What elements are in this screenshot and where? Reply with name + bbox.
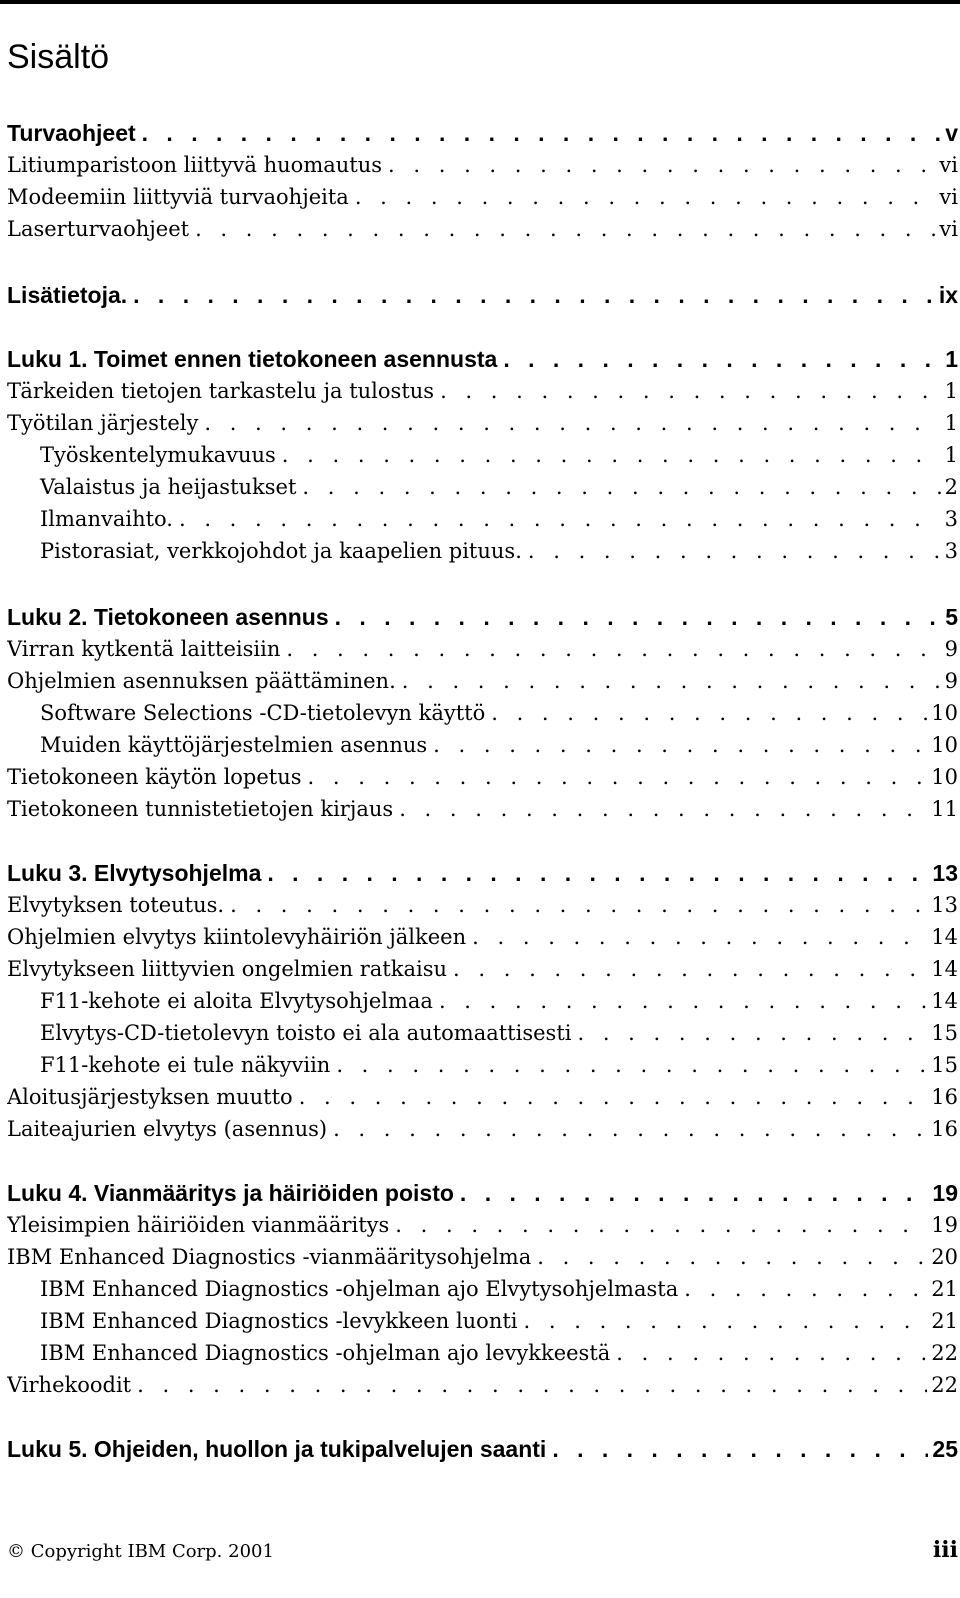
toc-subentry[interactable] bbox=[7, 1017, 958, 1049]
toc-page-number: 3 bbox=[944, 539, 958, 563]
leader-dots bbox=[299, 1081, 928, 1113]
leader-dots bbox=[336, 1049, 927, 1081]
toc-subentry[interactable] bbox=[7, 697, 958, 729]
leader-dots bbox=[204, 407, 940, 439]
toc-subentry[interactable] bbox=[7, 471, 958, 503]
toc-subentry[interactable] bbox=[7, 535, 958, 567]
toc-page-number: 1 bbox=[944, 411, 958, 435]
leader-dots bbox=[460, 1177, 928, 1209]
toc-page-number: 25 bbox=[932, 1436, 958, 1462]
toc-page-number: 2 bbox=[944, 475, 958, 499]
toc-section-info bbox=[7, 279, 958, 311]
toc-subentry[interactable] bbox=[7, 1273, 958, 1305]
toc-page-number: vi bbox=[939, 185, 958, 209]
toc-entry-label: Ohjelmien elvytys kiintolevyhäiriön jälkeen bbox=[7, 925, 467, 949]
toc-page-number: 13 bbox=[932, 860, 958, 886]
toc-page-number: 20 bbox=[931, 1245, 958, 1269]
leader-dots bbox=[395, 1209, 927, 1241]
toc-page-number: 3 bbox=[944, 507, 958, 531]
toc-entry[interactable] bbox=[7, 1241, 958, 1273]
toc-entry[interactable] bbox=[7, 633, 958, 665]
toc-chapter-title: Luku 3. Elvytysohjelma bbox=[7, 860, 262, 886]
leader-dots bbox=[684, 1273, 927, 1305]
toc-subentry[interactable] bbox=[7, 1337, 958, 1369]
toc-entry-label: Muiden käyttöjärjestelmien asennus bbox=[40, 733, 428, 757]
toc-entry[interactable] bbox=[7, 793, 958, 825]
toc-chapter-title: Luku 1. Toimet ennen tietokoneen asennusta bbox=[7, 346, 498, 372]
page-number: iii bbox=[932, 1537, 958, 1563]
toc-section-chapter-4 bbox=[7, 1177, 958, 1401]
toc-entry-label: Valaistus ja heijastukset bbox=[40, 475, 297, 499]
toc-page-number: 16 bbox=[931, 1085, 958, 1109]
page-title: Sisältö bbox=[7, 38, 110, 76]
toc-entry-label: Elvytykseen liittyvien ongelmien ratkaisu bbox=[7, 957, 448, 981]
toc-entry-label: Laiteajurien elvytys (asennus) bbox=[7, 1117, 328, 1141]
toc-section-chapter-1 bbox=[7, 343, 958, 567]
leader-dots bbox=[230, 889, 927, 921]
toc-page-number: 11 bbox=[931, 797, 958, 821]
leader-dots bbox=[308, 761, 928, 793]
toc-section-safety bbox=[7, 117, 958, 245]
leader-dots bbox=[179, 503, 941, 535]
leader-dots bbox=[399, 793, 927, 825]
toc-page-number: 1 bbox=[944, 379, 958, 403]
leader-dots bbox=[552, 1433, 928, 1465]
toc-entry-label: Ilmanvaihto. bbox=[40, 507, 173, 531]
toc-entry-label: Virhekoodit bbox=[7, 1373, 132, 1397]
toc-page-number: 1 bbox=[945, 346, 958, 372]
leader-dots bbox=[282, 439, 941, 471]
toc-entry[interactable] bbox=[7, 181, 958, 213]
toc-page-number: 13 bbox=[931, 893, 958, 917]
leader-dots bbox=[440, 375, 941, 407]
leader-dots bbox=[524, 1305, 928, 1337]
toc-entry-label: Työtilan järjestely bbox=[7, 411, 199, 435]
toc-entry-label: Software Selections -CD-tietolevyn käyttö bbox=[40, 701, 486, 725]
toc-page-number: 10 bbox=[931, 765, 958, 789]
toc-chapter-entry[interactable] bbox=[7, 279, 958, 311]
toc-page-number: 21 bbox=[931, 1277, 958, 1301]
toc-chapter-entry[interactable] bbox=[7, 117, 958, 149]
toc-chapter-entry[interactable] bbox=[7, 1433, 958, 1465]
toc-page-number: ix bbox=[938, 282, 958, 308]
leader-dots bbox=[577, 1017, 927, 1049]
toc-page-number: 14 bbox=[931, 989, 958, 1013]
leader-dots bbox=[616, 1337, 927, 1369]
toc-page-number: 1 bbox=[944, 443, 958, 467]
toc-page-number: 16 bbox=[931, 1117, 958, 1141]
leader-dots bbox=[142, 117, 942, 149]
toc-entry-label: Virran kytkentä laitteisiin bbox=[7, 637, 281, 661]
top-rule bbox=[0, 0, 960, 4]
leader-dots bbox=[472, 921, 927, 953]
toc-chapter-title: Luku 5. Ohjeiden, huollon ja tukipalvelujen saanti bbox=[7, 1436, 547, 1462]
toc-chapter-entry[interactable] bbox=[7, 343, 958, 375]
toc-page-number: 10 bbox=[931, 701, 958, 725]
toc-chapter-title: Turvaohjeet bbox=[7, 120, 136, 146]
toc-chapter-title: Lisätietoja. bbox=[7, 282, 128, 308]
toc-subentry[interactable] bbox=[7, 1305, 958, 1337]
toc-chapter-entry[interactable] bbox=[7, 601, 958, 633]
toc-entry-label: Yleisimpien häiriöiden vianmääritys bbox=[7, 1213, 390, 1237]
toc-chapter-entry[interactable] bbox=[7, 1177, 958, 1209]
toc-chapter-entry[interactable] bbox=[7, 857, 958, 889]
toc-page-number: 5 bbox=[945, 604, 958, 630]
toc-entry-label: Tärkeiden tietojen tarkastelu ja tulostus bbox=[7, 379, 435, 403]
toc-subentry[interactable] bbox=[7, 503, 958, 535]
leader-dots bbox=[433, 729, 927, 761]
leader-dots bbox=[491, 697, 927, 729]
page-footer bbox=[7, 1537, 958, 1563]
toc-page-number: 22 bbox=[931, 1341, 958, 1365]
leader-dots bbox=[503, 343, 941, 375]
toc-entry-label: F11-kehote ei tule näkyviin bbox=[40, 1053, 331, 1077]
toc-entry[interactable] bbox=[7, 407, 958, 439]
toc-entry-label: Työskentelymukavuus bbox=[40, 443, 276, 467]
toc-page-number: vi bbox=[939, 153, 958, 177]
toc-entry[interactable] bbox=[7, 953, 958, 985]
toc-entry-label: Tietokoneen käytön lopetus bbox=[7, 765, 302, 789]
toc-section-chapter-5 bbox=[7, 1433, 958, 1465]
leader-dots bbox=[537, 1241, 927, 1273]
toc-page-number: 21 bbox=[931, 1309, 958, 1333]
toc-entry-label: Laserturvaohjeet bbox=[7, 217, 190, 241]
toc-page-number: 14 bbox=[931, 957, 958, 981]
leader-dots bbox=[137, 1369, 927, 1401]
copyright-notice: © Copyright IBM Corp. 2001 bbox=[7, 1541, 274, 1562]
toc-entry-label: Elvytys-CD-tietolevyn toisto ei ala automaattisesti bbox=[40, 1021, 572, 1045]
toc-entry[interactable] bbox=[7, 889, 958, 921]
toc-page-number: 14 bbox=[931, 925, 958, 949]
leader-dots bbox=[286, 633, 940, 665]
leader-dots bbox=[195, 213, 935, 245]
toc-page-number: 15 bbox=[931, 1021, 958, 1045]
leader-dots bbox=[333, 1113, 927, 1145]
toc-entry-label: Modeemiin liittyviä turvaohjeita bbox=[7, 185, 349, 209]
toc-entry[interactable] bbox=[7, 921, 958, 953]
toc-chapter-title: Luku 2. Tietokoneen asennus bbox=[7, 604, 329, 630]
toc-page-number: 22 bbox=[931, 1373, 958, 1397]
leader-dots bbox=[388, 149, 935, 181]
toc-entry-label: F11-kehote ei aloita Elvytysohjelmaa bbox=[40, 989, 433, 1013]
toc-entry[interactable] bbox=[7, 665, 958, 697]
toc-entry[interactable] bbox=[7, 213, 958, 245]
toc-entry-label: IBM Enhanced Diagnostics -vianmääritysohjelma bbox=[7, 1245, 532, 1269]
leader-dots bbox=[302, 471, 940, 503]
toc-entry-label: Elvytyksen toteutus. bbox=[7, 893, 225, 917]
toc-entry[interactable] bbox=[7, 1113, 958, 1145]
leader-dots bbox=[133, 279, 935, 311]
toc-entry[interactable] bbox=[7, 1209, 958, 1241]
toc-section-chapter-3 bbox=[7, 857, 958, 1145]
toc-entry-label: Litiumparistoon liittyvä huomautus bbox=[7, 153, 383, 177]
toc-entry-label: Pistorasiat, verkkojohdot ja kaapelien pituus. bbox=[40, 539, 522, 563]
toc-subentry[interactable] bbox=[7, 729, 958, 761]
toc-page-number: 9 bbox=[944, 669, 958, 693]
toc-subentry[interactable] bbox=[7, 439, 958, 471]
toc-entry-label: Aloitusjärjestyksen muutto bbox=[7, 1085, 293, 1109]
toc-entry-label: IBM Enhanced Diagnostics -ohjelman ajo Elvytysohjelmasta bbox=[40, 1277, 679, 1301]
toc-chapter-title: Luku 4. Vianmääritys ja häiriöiden poisto bbox=[7, 1180, 454, 1206]
toc-page-number: 9 bbox=[944, 637, 958, 661]
toc-entry[interactable] bbox=[7, 149, 958, 181]
toc-entry[interactable] bbox=[7, 761, 958, 793]
toc-page-number: 19 bbox=[931, 1213, 958, 1237]
toc-entry[interactable] bbox=[7, 1369, 958, 1401]
toc-page-number: v bbox=[945, 120, 958, 146]
toc-entry[interactable] bbox=[7, 1081, 958, 1113]
toc-page-number: 15 bbox=[931, 1053, 958, 1077]
toc-entry-label: Tietokoneen tunnistetietojen kirjaus bbox=[7, 797, 394, 821]
toc-page-number: 10 bbox=[931, 733, 958, 757]
leader-dots bbox=[528, 535, 941, 567]
toc-subentry[interactable] bbox=[7, 1049, 958, 1081]
leader-dots bbox=[355, 181, 936, 213]
leader-dots bbox=[439, 985, 927, 1017]
leader-dots bbox=[453, 953, 927, 985]
toc-page-number: 19 bbox=[932, 1180, 958, 1206]
toc-subentry[interactable] bbox=[7, 985, 958, 1017]
toc-entry-label: IBM Enhanced Diagnostics -ohjelman ajo levykkeestä bbox=[40, 1341, 611, 1365]
toc-entry-label: IBM Enhanced Diagnostics -levykkeen luonti bbox=[40, 1309, 518, 1333]
leader-dots bbox=[335, 601, 942, 633]
toc-page-number: vi bbox=[939, 217, 958, 241]
toc-entry[interactable] bbox=[7, 375, 958, 407]
leader-dots bbox=[267, 857, 928, 889]
leader-dots bbox=[402, 665, 941, 697]
toc-entry-label: Ohjelmien asennuksen päättäminen. bbox=[7, 669, 396, 693]
toc-section-chapter-2 bbox=[7, 601, 958, 825]
